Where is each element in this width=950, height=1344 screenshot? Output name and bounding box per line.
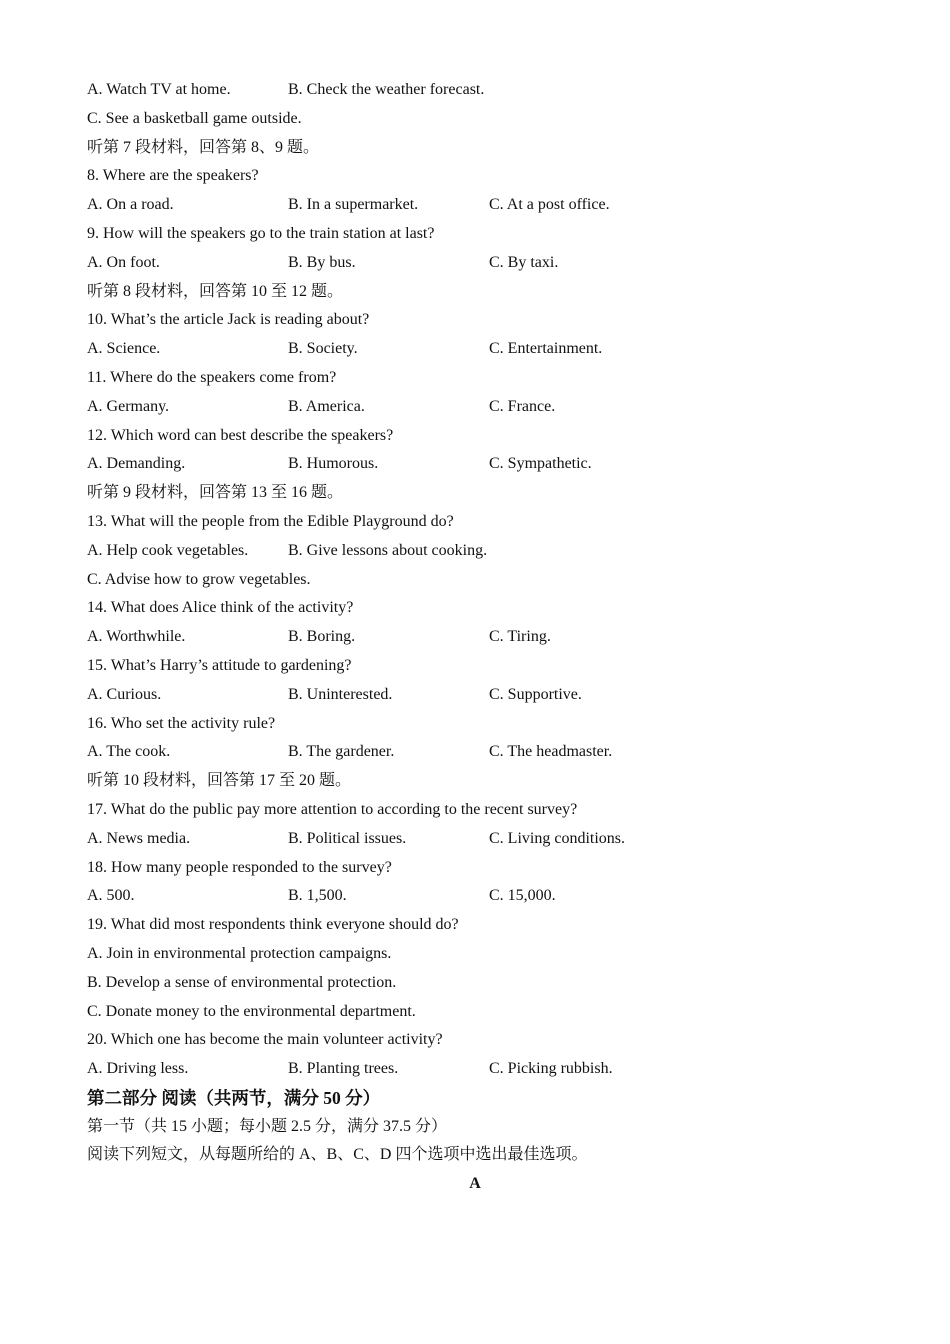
option-row — [87, 882, 887, 911]
text-line: 16. Who set the activity rule? — [87, 714, 276, 732]
option-c: C. The headmaster. — [489, 743, 613, 761]
option-b: B. Society. — [288, 340, 358, 358]
option-c: C. 15,000. — [489, 887, 556, 905]
option-row — [87, 335, 887, 364]
text-line: A. Join in environmental protection campaigns. — [87, 944, 392, 962]
option-a: A. Help cook vegetables. — [87, 541, 249, 559]
text-line: 11. Where do the speakers come from? — [87, 368, 337, 386]
option-b: B. 1,500. — [288, 887, 347, 905]
text-line: 听第 7 段材料，回答第 8、9 题。 — [87, 138, 320, 156]
option-row — [87, 623, 887, 652]
option-a: A. Science. — [87, 340, 161, 358]
option-c: C. France. — [489, 397, 556, 415]
option-c: C. Entertainment. — [489, 340, 603, 358]
option-row — [87, 1055, 887, 1084]
option-b: B. Political issues. — [288, 829, 407, 847]
option-c: C. Sympathetic. — [489, 455, 592, 473]
option-row — [87, 191, 887, 220]
option-a: A. The cook. — [87, 743, 171, 761]
text-line: 19. What did most respondents think everyone should do? — [87, 916, 459, 934]
option-c: C. Living conditions. — [489, 829, 625, 847]
option-a: A. Worthwhile. — [87, 628, 186, 646]
text-line: 12. Which word can best describe the speakers? — [87, 426, 394, 444]
text-line: 14. What does Alice think of the activity? — [87, 599, 354, 617]
option-b: B. The gardener. — [288, 743, 395, 761]
option-a: A. On a road. — [87, 196, 174, 214]
text-line: C. Advise how to grow vegetables. — [87, 570, 311, 588]
option-b: B. Check the weather forecast. — [288, 81, 485, 98]
text-line: 阅读下列短文，从每题所给的 A、B、C、D 四个选项中选出最佳选项。 — [87, 1146, 588, 1164]
option-c: C. At a post office. — [489, 196, 610, 214]
option-b: B. By bus. — [288, 253, 356, 271]
text-line: 18. How many people responded to the survey? — [87, 858, 392, 876]
text-line: C. Donate money to the environmental department. — [87, 1002, 416, 1020]
option-b: B. In a supermarket. — [288, 196, 419, 214]
option-a: A. Driving less. — [87, 1060, 189, 1078]
text-line: C. See a basketball game outside. — [87, 109, 302, 127]
text-line: 20. Which one has become the main volunteer activity? — [87, 1031, 443, 1049]
option-b: B. Boring. — [288, 628, 356, 646]
section-heading: 第二部分 阅读（共两节，满分 50 分） — [87, 1087, 381, 1108]
option-row — [87, 249, 887, 278]
option-a: A. Curious. — [87, 685, 162, 703]
option-c: C. Tiring. — [489, 628, 551, 646]
option-c: C. Picking rubbish. — [489, 1060, 613, 1078]
option-c: C. By taxi. — [489, 253, 559, 271]
text-line: 9. How will the speakers go to the train station at last? — [87, 224, 435, 242]
text-line: 13. What will the people from the Edible Playground do? — [87, 512, 454, 530]
option-b: B. Uninterested. — [288, 685, 393, 703]
exam-page — [87, 76, 887, 1199]
option-row — [87, 393, 887, 422]
option-row — [87, 738, 887, 767]
option-a: A. 500. — [87, 887, 135, 905]
option-row — [87, 681, 887, 710]
option-row — [87, 537, 887, 566]
option-row — [87, 76, 887, 105]
option-row — [87, 450, 887, 479]
text-line: 15. What’s Harry’s attitude to gardening? — [87, 656, 352, 674]
text-line: 听第 9 段材料，回答第 13 至 16 题。 — [87, 484, 344, 502]
option-a: A. Germany. — [87, 397, 170, 415]
option-b: B. Humorous. — [288, 455, 379, 473]
option-a: A. Watch TV at home. — [87, 81, 231, 98]
text-line: B. Develop a sense of environmental protection. — [87, 973, 397, 991]
option-c: C. Supportive. — [489, 685, 582, 703]
option-b: B. Give lessons about cooking. — [288, 541, 488, 559]
option-b: B. America. — [288, 397, 365, 415]
option-a: A. Demanding. — [87, 455, 186, 473]
passage-label: A — [469, 1175, 481, 1193]
text-line: 听第 10 段材料，回答第 17 至 20 题。 — [87, 772, 352, 790]
text-line: 17. What do the public pay more attention to according to the recent survey? — [87, 800, 578, 818]
option-row — [87, 825, 887, 854]
option-b: B. Planting trees. — [288, 1060, 399, 1078]
option-a: A. On foot. — [87, 253, 160, 271]
text-line: 第一节（共 15 小题；每小题 2.5 分，满分 37.5 分） — [87, 1117, 448, 1135]
text-line: 10. What’s the article Jack is reading about? — [87, 311, 370, 329]
text-line: 听第 8 段材料，回答第 10 至 12 题。 — [87, 282, 344, 300]
text-line: 8. Where are the speakers? — [87, 167, 259, 185]
option-a: A. News media. — [87, 829, 191, 847]
